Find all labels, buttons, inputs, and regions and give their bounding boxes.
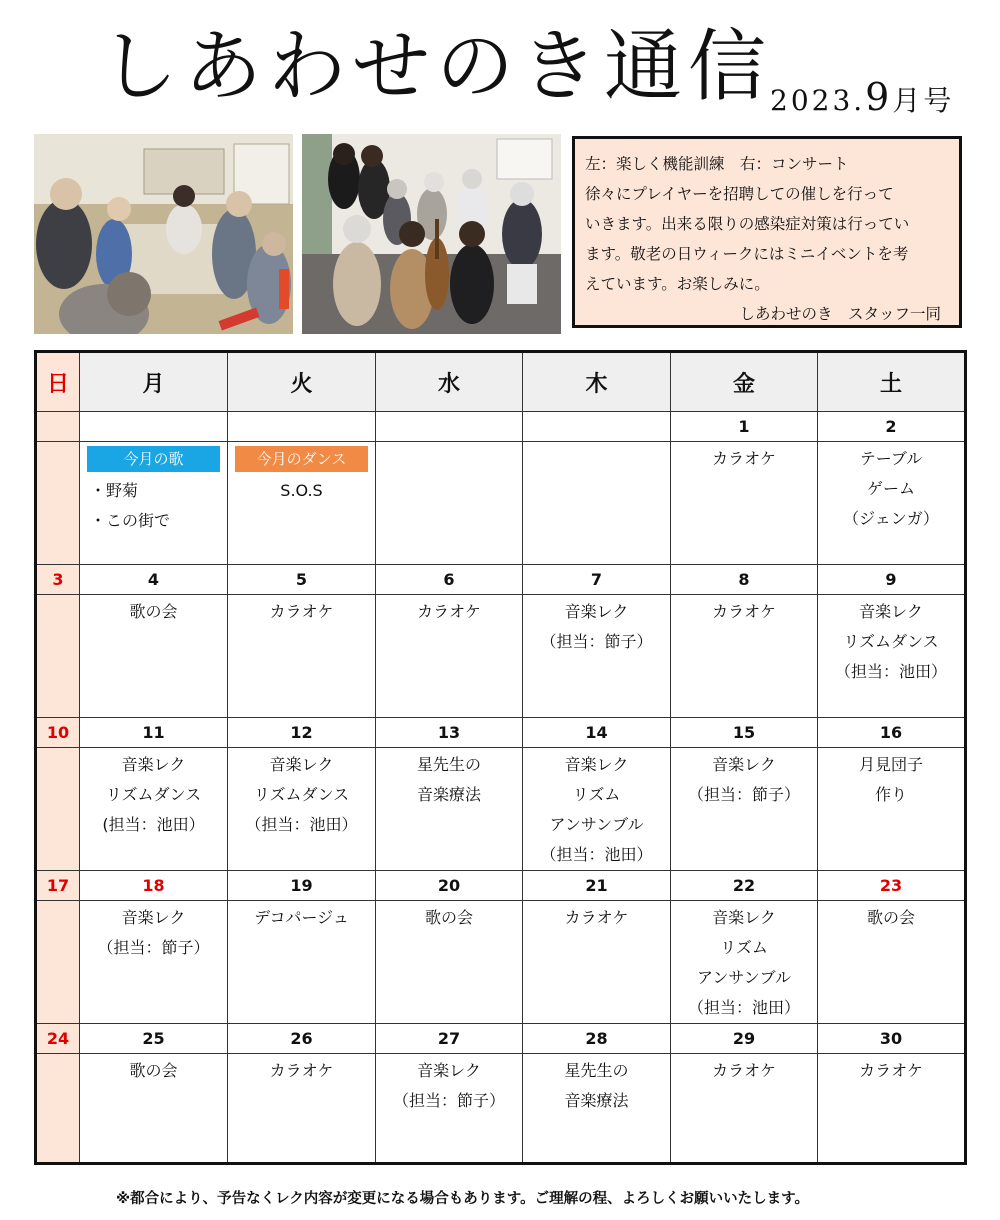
song-of-month-badge: 今月の歌 xyxy=(87,446,220,472)
date-cell: 21 xyxy=(523,871,671,901)
week-1-dates xyxy=(36,412,966,442)
event-cell: 歌の会 xyxy=(80,1054,228,1164)
event-cell: 月見団子 作り xyxy=(818,748,966,871)
weekday-header-tue: 火 xyxy=(228,352,376,412)
event-cell: 音楽レク リズムダンス （担当：池田） xyxy=(228,748,376,871)
issue-month: 9 xyxy=(865,75,893,119)
date-cell: 3 xyxy=(36,565,80,595)
event-cell xyxy=(36,1054,80,1164)
week-3-events xyxy=(36,748,966,871)
event-cell: カラオケ xyxy=(228,1054,376,1164)
event-cell: テーブル ゲーム （ジェンガ） xyxy=(818,442,966,565)
event-cell: カラオケ xyxy=(376,595,523,718)
date-cell: 14 xyxy=(523,718,671,748)
date-cell xyxy=(376,412,523,442)
date-cell: 4 xyxy=(80,565,228,595)
weekday-header-fri: 金 xyxy=(671,352,818,412)
event-cell xyxy=(36,595,80,718)
song-list: ・野菊 ・この街で xyxy=(90,481,171,530)
date-cell: 25 xyxy=(80,1024,228,1054)
date-cell xyxy=(228,412,376,442)
dance-of-month-badge: 今月のダンス xyxy=(235,446,368,472)
event-cell: 歌の会 xyxy=(80,595,228,718)
event-cell: カラオケ xyxy=(228,595,376,718)
event-cell xyxy=(376,442,523,565)
event-cell xyxy=(36,748,80,871)
date-cell: 19 xyxy=(228,871,376,901)
event-cell: 音楽レク （担当：節子） xyxy=(523,595,671,718)
note-line: ます。敬老の日ウィークにはミニイベントを考 xyxy=(585,245,909,263)
date-cell: 6 xyxy=(376,565,523,595)
week-4-events xyxy=(36,901,966,1024)
event-cell: 音楽レク （担当：節子） xyxy=(376,1054,523,1164)
issue-year: 2023. xyxy=(770,84,866,117)
newsletter-title: しあわせのき通信 xyxy=(100,22,773,112)
weekday-header-sat: 土 xyxy=(818,352,966,412)
date-cell: 7 xyxy=(523,565,671,595)
date-cell: 28 xyxy=(523,1024,671,1054)
photo-concert-icon xyxy=(302,134,561,334)
event-calendar xyxy=(34,350,967,1165)
event-cell: 歌の会 xyxy=(376,901,523,1024)
event-cell: 星先生の 音楽療法 xyxy=(376,748,523,871)
note-box xyxy=(572,136,962,328)
footer-notice: ※都合により、予告なくレク内容が変更になる場合もあります。ご理解の程、よろしくお願いいたします。 xyxy=(116,1191,809,1207)
date-cell xyxy=(36,412,80,442)
event-cell: 音楽レク リズムダンス (担当：池田） xyxy=(80,748,228,871)
event-cell xyxy=(523,442,671,565)
date-cell: 5 xyxy=(228,565,376,595)
weekday-header-sun: 日 xyxy=(36,352,80,412)
date-cell: 24 xyxy=(36,1024,80,1054)
note-line: いきます。出来る限りの感染症対策は行ってい xyxy=(585,215,910,233)
date-cell: 1 xyxy=(671,412,818,442)
week-2-events xyxy=(36,595,966,718)
photo-function-training-icon xyxy=(34,134,293,334)
date-cell: 10 xyxy=(36,718,80,748)
event-cell: 音楽レク （担当：節子） xyxy=(80,901,228,1024)
week-2-dates xyxy=(36,565,966,595)
date-cell: 30 xyxy=(818,1024,966,1054)
photo-concert xyxy=(302,134,561,334)
event-cell xyxy=(36,442,80,565)
note-line: えています。お楽しみに。 xyxy=(585,275,770,293)
issue-month-suffix: 月号 xyxy=(892,84,955,117)
event-cell: 星先生の 音楽療法 xyxy=(523,1054,671,1164)
date-cell: 13 xyxy=(376,718,523,748)
event-cell: 歌の会 xyxy=(818,901,966,1024)
week-1-events xyxy=(36,442,966,565)
date-cell: 17 xyxy=(36,871,80,901)
date-cell xyxy=(80,412,228,442)
date-cell: 8 xyxy=(671,565,818,595)
date-cell: 2 xyxy=(818,412,966,442)
date-cell: 12 xyxy=(228,718,376,748)
event-cell: カラオケ xyxy=(671,595,818,718)
week-5-events xyxy=(36,1054,966,1164)
event-cell: カラオケ xyxy=(523,901,671,1024)
date-cell: 9 xyxy=(818,565,966,595)
date-cell: 27 xyxy=(376,1024,523,1054)
date-cell: 26 xyxy=(228,1024,376,1054)
event-cell: 音楽レク （担当：節子） xyxy=(671,748,818,871)
weekday-header-thu: 木 xyxy=(523,352,671,412)
date-cell xyxy=(523,412,671,442)
dance-of-month-cell xyxy=(228,442,376,565)
calendar-header-row xyxy=(36,352,966,412)
event-cell xyxy=(36,901,80,1024)
date-cell: 15 xyxy=(671,718,818,748)
event-cell: 音楽レク リズムダンス （担当：池田） xyxy=(818,595,966,718)
event-cell: デコパージュ xyxy=(228,901,376,1024)
date-cell: 11 xyxy=(80,718,228,748)
weekday-header-wed: 水 xyxy=(376,352,523,412)
note-line: 左：楽しく機能訓練 右：コンサート xyxy=(585,155,849,173)
week-5-dates xyxy=(36,1024,966,1054)
weekday-header-mon: 月 xyxy=(80,352,228,412)
photo-function-training xyxy=(34,134,293,334)
date-cell: 16 xyxy=(818,718,966,748)
week-4-dates xyxy=(36,871,966,901)
event-cell: カラオケ xyxy=(671,1054,818,1164)
event-cell: 音楽レク リズム アンサンブル （担当：池田） xyxy=(523,748,671,871)
note-signature: しあわせのき スタッフ一同 xyxy=(739,305,941,323)
date-cell: 20 xyxy=(376,871,523,901)
dance-name: S.O.S xyxy=(280,481,323,500)
week-3-dates xyxy=(36,718,966,748)
event-cell: 音楽レク リズム アンサンブル （担当：池田） xyxy=(671,901,818,1024)
holiday-date-cell: 18 xyxy=(80,871,228,901)
issue-label xyxy=(770,75,955,119)
event-cell: カラオケ xyxy=(818,1054,966,1164)
date-cell: 29 xyxy=(671,1024,818,1054)
note-line: 徐々にプレイヤーを招聘しての催しを行って xyxy=(585,185,894,203)
date-cell: 22 xyxy=(671,871,818,901)
song-of-month-cell xyxy=(80,442,228,565)
event-cell: カラオケ xyxy=(671,442,818,565)
holiday-date-cell: 23 xyxy=(818,871,966,901)
